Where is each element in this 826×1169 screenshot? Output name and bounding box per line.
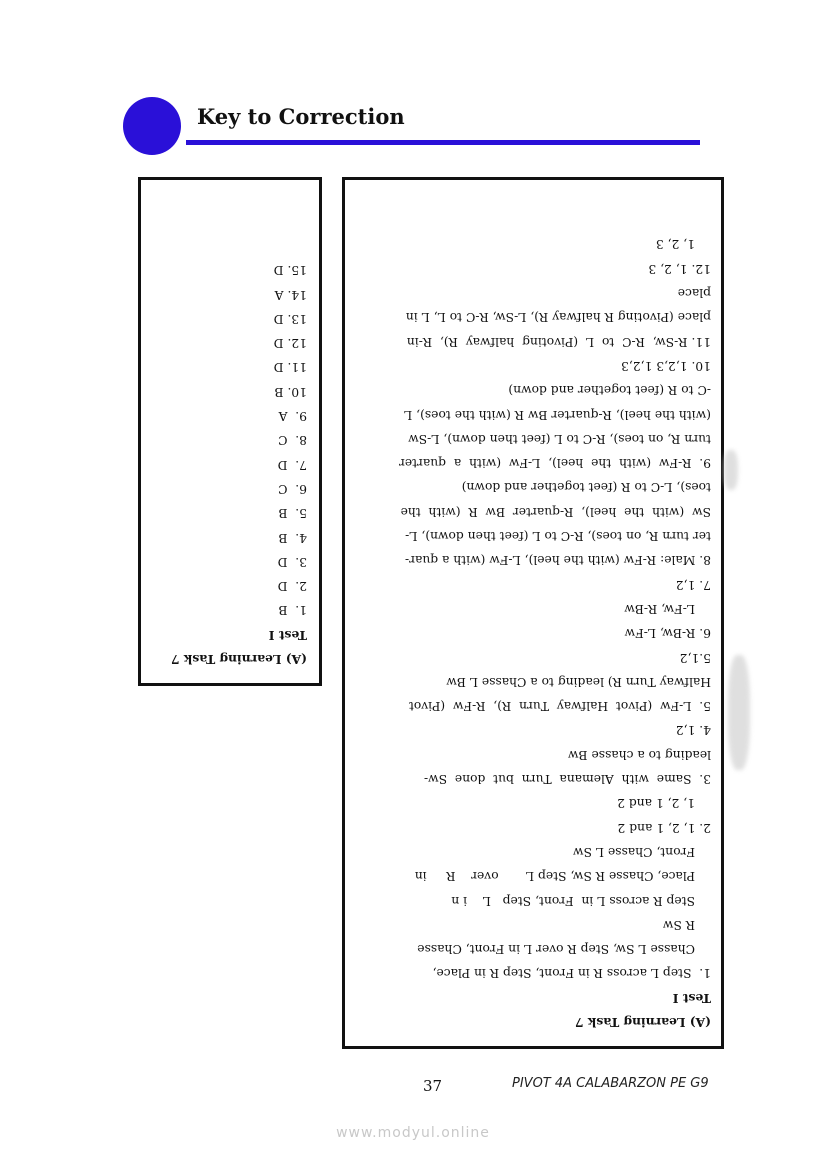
answer-line: 11. D bbox=[273, 360, 307, 375]
answer-line: (with the heel), R-quarter Bw R (with the toes), L bbox=[404, 407, 711, 422]
answer-line: Place, Chasse R Sw, Step L over R in bbox=[414, 869, 695, 884]
answer-line: 2. D bbox=[277, 579, 307, 594]
answer-line: 12. D bbox=[273, 336, 307, 351]
answer-line: Halfway Turn R) leading to a Chasse L Bw bbox=[446, 674, 711, 689]
answer-line: Test I bbox=[268, 627, 307, 643]
answer-line: 13. D bbox=[273, 311, 307, 326]
answer-line: 1. Step L across R in Front, Step R in Place, bbox=[432, 966, 711, 981]
answer-line: place (Pivoting R halfway R), L-Sw, R-C to L, L in bbox=[405, 310, 711, 325]
answer-line: 7. 1,2 bbox=[675, 577, 711, 592]
answer-line: place bbox=[677, 286, 711, 301]
answer-key-list bbox=[151, 258, 307, 671]
answer-line: 11. R-Sw, R-C to L (Pivoting halfway R), R-in bbox=[406, 334, 711, 349]
answer-line: 14. A bbox=[274, 287, 307, 302]
answer-line: 8. C bbox=[278, 433, 307, 448]
answer-line: 1. B bbox=[278, 603, 307, 618]
answer-line: 3. Same with Alemana Turn but done Sw- bbox=[423, 772, 711, 787]
page-heading: Key to Correction bbox=[197, 104, 405, 129]
answer-line: R Sw bbox=[662, 917, 695, 932]
answer-line: Front, Chasse L Sw bbox=[573, 844, 695, 859]
answer-line: L-Fw, R-Bw bbox=[624, 601, 695, 616]
scan-smudge bbox=[724, 450, 738, 490]
scan-smudge bbox=[728, 655, 750, 770]
answer-line: Step R across L in Front, Step L i n bbox=[451, 893, 695, 908]
footer-title: PIVOT 4A CALABARZON PE G9 bbox=[512, 1076, 709, 1091]
heading-bullet-icon bbox=[123, 97, 181, 155]
answer-line: 1, 2, 1 and 2 bbox=[617, 796, 695, 811]
answer-line: -C to R (feet together and down) bbox=[508, 383, 711, 398]
answer-line: 8. Male: R-Fw (with the heel), L-Fw (with a quar- bbox=[404, 553, 711, 568]
answer-line: 5.1,2 bbox=[679, 650, 711, 665]
answer-line: 3. D bbox=[277, 554, 307, 569]
detailed-answer-list bbox=[355, 232, 711, 1034]
answer-line: 15. D bbox=[273, 263, 307, 278]
answer-line: toes), L-C to R (feet together and down) bbox=[461, 480, 711, 495]
answer-line: (A) Learning Task 7 bbox=[574, 1015, 711, 1030]
heading-underline bbox=[186, 140, 700, 145]
answer-line: 10. B bbox=[274, 384, 307, 399]
answer-line: 12. 1, 2, 3 bbox=[648, 261, 711, 276]
answer-line: (A) Learning Task 7 bbox=[170, 652, 307, 667]
answer-line: 6. C bbox=[278, 481, 307, 496]
answer-line: 5. B bbox=[278, 506, 307, 521]
answer-line: 6. R-Bw, L-Fw bbox=[624, 626, 711, 641]
watermark: www.modyul.online bbox=[336, 1125, 490, 1141]
answer-line: 5. L-Fw (Pivot Halfway Turn R), R-Fw (Pivot bbox=[408, 699, 711, 714]
answer-line: Chasse L Sw, Step R over L in Front, Chasse bbox=[417, 942, 695, 957]
answer-line: 4. B bbox=[278, 530, 307, 545]
answer-line: leading to a chasse Bw bbox=[567, 747, 711, 762]
page-number: 37 bbox=[423, 1077, 443, 1095]
answer-line: 4. 1,2 bbox=[675, 723, 711, 738]
answer-line: 9. R-Fw (with the heel), L-Fw (with a quarter bbox=[398, 456, 711, 471]
answer-line: 10. 1,2,3 1,2,3 bbox=[621, 358, 711, 373]
answer-key-box-detailed bbox=[342, 177, 724, 1049]
answer-key-box-test-i bbox=[138, 177, 322, 686]
answer-line: 2. 1, 2, 1 and 2 bbox=[617, 820, 711, 835]
answer-line: 1, 2, 3 bbox=[655, 237, 695, 252]
answer-line: 9. A bbox=[278, 409, 307, 424]
answer-line: 7. D bbox=[277, 457, 307, 472]
answer-line: turn R, on toes), R-C to L (feet then down), L-Sw bbox=[408, 431, 711, 446]
answer-line: Sw (with the heel), R-quarter Bw R (with the bbox=[400, 504, 711, 519]
answer-line: ter turn R, on toes), R-C to L (feet then down), L- bbox=[405, 529, 711, 544]
answer-line: Test I bbox=[672, 990, 711, 1006]
